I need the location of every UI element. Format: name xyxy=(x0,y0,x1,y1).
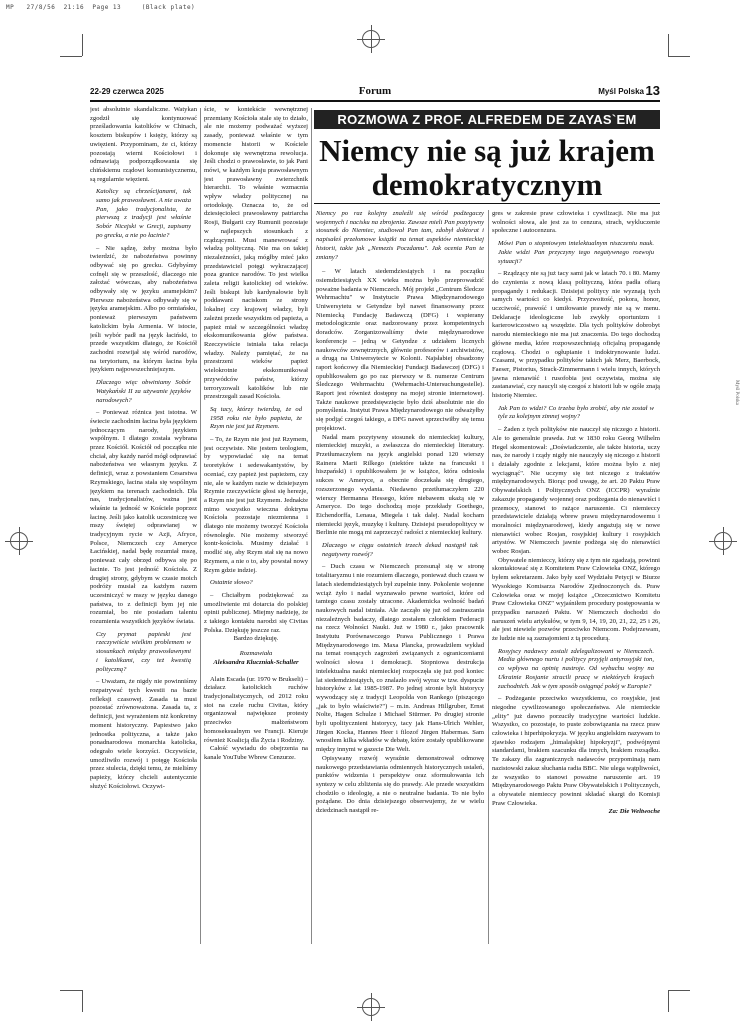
paragraph: – To, że Rzym nie jest już Rzymem, jest oczywiste. Nie jestem teologiem, by wypowiadać się na temat teoretyków i sedewakantystów, by oceniać, czy papież jest papieżem, czy nie, ale w każdym razie w dzisiejszym Rzymie rzeczywiście głosi się herezje, a Rzym nie jest już Rzymem. Jednakże mimo wszystko wieczna doktryna Kościoła pozostaje niezmienna i dlatego nie możemy tworzyć Kościoła równoległe. Nie możemy stworzyć kontr-kościoła. Musimy działać i modlić się, aby Rzym stał się na nowo Rzymem, a nie o to, aby powstał nowy Rzym gdzie indziej. xyxy=(204,436,308,574)
registration-mark-bottom xyxy=(362,998,380,1016)
crop-mark xyxy=(668,56,690,57)
print-slug: MP 27/8/56 21:16 Page 13 (Black plate) xyxy=(6,4,196,11)
paragraph: gres w zakresie praw człowieka i cywilizacji. Nie ma już wolności słowa, ale jest za to cenzura, strach, wykluczenie społeczne i autocenzura. xyxy=(492,210,660,235)
article-column-2 xyxy=(204,106,308,944)
column-divider xyxy=(311,108,312,944)
registration-mark-right xyxy=(714,532,732,550)
crop-mark xyxy=(60,990,82,991)
paragraph: – Żaden z tych polityków nie nauczył się niczego z historii. Ale to generalnie prawda. Już w 1830 roku Georg Wilhelm Hegel skomentował: „Doświadczenie, ale także historia, uczy nas, że narody i rządy nigdy nie nauczyły się niczego z historii i działały zgodnie z lekcjami, które można było z niej wyciągnąć". Nie uczymy się też niczego z traktatów międzynarodowych. Biorąc pod uwagę, że art. 20 Paktu Praw Obywatelskich i Politycznych ONZ (ICCPR) wyraźnie zakazuje propagandy wojennej oraz podżegania do nienawiści i przemocy, stanowi to rażące naruszenie. Ci niemieccy przedstawiciele działają wbrew prawu międzynarodowemu i moralności międzynarodowej, kiedy angażują się w nowe nienawiści wobec Rosjan, rosyjskiej kultury i rosyjskich artystów. W Niemczech jawnie podżega się do nienawiści wobec Rosjan. xyxy=(492,426,660,556)
interview-question: Rosyjscy nadawcy zostali zdelegalizowani w Niemczech. Media głównego nurtu i politycy przyjęli antyrosyjski ton, co wpływa na opinię nastroje. Od wybuchu wojny na Ukrainie Rosjanie stracili pracę w niektórych krajach zachodnich. Jak w tym sposób osiągnąć pokój w Europie? xyxy=(498,647,654,690)
closing-thanks: Bardzo dziękuję. xyxy=(233,635,279,643)
header-rule xyxy=(90,100,660,102)
page-number: 13 xyxy=(645,83,660,98)
column-divider xyxy=(488,210,489,944)
lead-question: Niemcy po raz kolejny znaleźli się wśród podżegaczy wojennych i nacisku na zbrojenia. Zawsze mieli Pan pozytywny stosunek do Niemiec, studiował Pan tam, zdobył doktorat i napisałeś przełomowe książki na temat aspektów niemieckiej historii, takie jak „Nemezis Poczdamu". Jak ocenia Pan te zmiany? xyxy=(316,210,484,261)
paragraph: jest absolutnie skandaliczne. Watykan zgodził się kontynuować prześladowania katolików w Chinach, kosztem biskupów i księży, którzy są uwięzieni. Przypominam, że ci, którzy pozostają wierni Kościołowi i odmawiają podporządkowania się chińskiemu rządowi komunistycznemu, są regularnie więzieni. xyxy=(90,106,197,183)
interview-question: Są tacy, którzy twierdzą, że od 1958 roku nie było papieża, że Rzym nie jest już Rzymem. xyxy=(210,405,302,431)
article-column-3 xyxy=(316,210,484,944)
interview-question: Mówi Pan o stopniowym intelektualnym niszczeniu nauk. Jakie widzi Pan przyczyny tego negatywnego rozwoju sytuacji? xyxy=(498,240,654,265)
paragraph: – Podżeganie przeciwko wszystkiemu, co rosyjskie, jest niegodne cywilizowanego społeczeństwa. Ale niemieckie „elity" już dawno porzuciły tradycyjne wartości ludzkie. Wszystko, co pozostaje, to puste zobowiązania na rzecz praw człowieka i hiperhipokryzja. W języku angielskim nazywam to zjawisko rodzajem „himalajskiej hipokryzji", podwójnymi standardami, brakiem szacunku dla innych, brakiem rozsądku. Te zakazy dla zagranicznych nadawców przypominają nam nazistowski zakaz słuchania radia BBC. Nie ulega wątpliwości, że wszystko to stanowi poważne naruszenie art. 19 Międzynarodowego Paktu Praw Obywatelskich i Politycznych, a obywatele niemieccy powinni składać skargi do Komisji Praw Człowieka. xyxy=(492,695,660,807)
page-header xyxy=(90,85,660,97)
author-bio: Alain Escada (ur. 1970 w Brukseli) – działacz katolickich ruchów tradycjonalistycznych, od 2012 roku stoi na czele ruchu Civitas, który organizował największe protesty przeciwko małżeństwom homoseksualnym we Francji. Kieruje również Koalicją dla Życia i Rodziny. xyxy=(204,675,308,744)
interview-question: Dlaczego więc obwiniamy Sobór Watykański II za używanie języków narodowych? xyxy=(96,379,191,404)
interview-question: Czy prymat papieski jest rzeczywiście wielkim problemem w stosunkach między prawosławnymi i katolikami, czy też kwestią polityczną? xyxy=(96,630,191,673)
paragraph: – Uważam, że nigdy nie powinniśmy rozpatrywać tych kwestii na bazie refleksji czasowej. Zasada ta musi pozostać zrównoważona. Zasada ta, z definicji, jest wyrażeniem niż konkretny moment historyczny. Papiestwo jako jednostka polityczna, a także jako ponadnarodowa monarchia katolicka, odegrało wiele korzyści. Oczywiście, umożliwiło rozwój i potęgę Kościoła przez stulecia, dzięki temu, że mieliśmy papieży, którzy chcieli autentycznie służyć Kościołowi. Oczywi- xyxy=(90,678,197,790)
interview-question: Jak Pan to widzi? Co trzeba było zrobić, aby nie został w tyle za kolejnym zimnej wojny? xyxy=(498,404,654,421)
paragraph: Nadal mam pozytywny stosunek do niemieckiej kultury, niemieckiej muzyki, a zwłaszcza do niemieckiej literatury. Przetłumaczyłem na język angielski ponad 120 wierszy Rainera Marii Rilkego (niektóre także na francuski i hiszpański) i opublikowałem je w książce, która odniosła sukces w Ameryce, a obecnie doczekała się drugiego, rozszerzonego wydania. Niedawno przetłumaczyłem 220 wierszy Hermanna Hessego, które niebawem ukażą się w Ameryce. Do tego dochodzą moje przekłady Goethego, Eichendorffa, Lenaua, Miegela i tak dalej. Nadal kocham niemiecki język, muzykę i kulturę. Dzisiejsi pseudopolitycy w Berlinie nie mogą mi zaprzeczyć radości z niemieckiej kultury. xyxy=(316,433,484,537)
paragraph: – Ponieważ różnica jest istotna. W świecie zachodnim łacina była językiem jednoczącym narody, językiem wspólnym. I dlatego została wybrana przez Kościół. Kościół od początku nie chciał, aby każdy naród mógł odprawiać nabożeństwa we własnym języku. Z definicji, wraz z powstaniem Cesarstwa Rzymskiego, łacina stała się wspólnym językiem na terenach zachodnich. Dla nas, tradycjonalistów, ważna jest właśnie ta jedność w Kościele poprzez łacinę. Jeśli jako katolik uczestniczę we mszy świętej odprawianej w tradycyjnym rycie w Azji, Afryce, Polsce, Niemczech czy Ameryce Łacińskiej, nadal będę rozumiał mszę, ponieważ cały obrzęd odbywa się po łacinie. To jest jedność Kościoła. Z drugiej strony, gdybym w czasie moich podróży musiał za każdym razem uczestniczyć w mszy w języku danego państwa, to z definicji bym jej nie rozumiał, bo nie posiadam talentu rozumienia wszystkich języków świata. xyxy=(90,409,197,626)
video-note: Całość wywiadu do obejrzenia na kanale YouTube Wbrew Cenzurze. xyxy=(204,745,308,761)
paragraph: – Rządzący nie są już tacy sami jak w latach 70. i 80. Mamy do czynienia z nową klasą polityczną, która padła ofiarą propagandy i redukacji. Dzisiejsi politycy nie wyznają tych samych wartości co kiedyś. Przyzwoitość, pokora, honor, uczciwość, prawość i umiłowanie prawdy nie są w menu. Deklaracje ideologiczne lub zwykły oportunizm i karierowiczostwo są wszędzie. Dla tych polityków dobrobyt narodu niemieckiego nie ma już znaczenia. Do tego dochodzą główne media, które rozpowszechniają oficjalną propagandę rządową. Chodzi o ogłupianie i indoktrynowanie ludzi. Czasami, w przypadku polityków takich jak Merz, Baerbock, Faeser, Pistorius, Strack-Zimmermann i wielu innych, których jawna nienawiść i rusofobia jest oczywista, można się zastanawiać, czy naucyli się czegoś z historii lub w ogóle znają historię Niemiec. xyxy=(492,270,660,400)
interview-question: Katolicy są chrześcijanami, tak samo jak prawosławni. A nie uważa Pan, jako tradycjonalista, że pierwszą z tradycji jest właśnie Sobór Nicejski w Grecji, zapisany po grecku, a nie po łacinie? xyxy=(96,188,191,239)
interview-question: Dlaczego w ciągu ostatnich trzech dekad nastąpił tak negatywny rozwój? xyxy=(322,542,478,558)
crop-mark xyxy=(668,990,669,1012)
publication-name: Myśl Polska xyxy=(598,87,644,96)
section-title: Forum xyxy=(358,85,392,97)
registration-mark-top xyxy=(362,30,380,48)
paragraph: – Nie sądzę, żeby można było twierdzić, że nabożeństwa powinny odbywać się po grecku. Gdybyśmy cofnęli się w przeszłość, dlaczego nie założać wówczas, aby nabożeństwa odbywały się w języku aramejskim? Pierwsze nabożeństwa odbywały się w języku aramejskim. Albo po ormiańsku, ponieważ pierwszym państwem katolickim była Armenia. W istocie, jeśli wybór padł na język łaciński, to przede wszystkim dlatego, że Kościół zachodni rozwijał się wśród narodów, na terytorium, na którym łacina była językiem najpowszechniejszym. xyxy=(90,244,197,374)
crop-mark xyxy=(668,34,669,56)
interviewer-credit: Rozmawiała xyxy=(239,650,273,658)
crop-mark xyxy=(60,56,82,57)
crop-mark xyxy=(82,990,83,1012)
paragraph: Opisywany rozwój wyraźnie demonstrował odmowę naukowego przedstawiania odmiennych historycznych ustaleń, punktów widzenia i perspektyw oraz sformułowania ich syntezy w celu zbliżenia się do prawdy. Ale przede wszystkim chodziło o ideologię, a nie o neutralne badania. To nie było pożądane. Do dnia dzisiejszego obserwujemy, że w wielu dziedzinach nastąpił re- xyxy=(316,754,484,815)
crop-mark xyxy=(668,990,690,991)
registration-mark-left xyxy=(10,532,28,550)
interview-question: Ostatnie słowo? xyxy=(210,579,253,587)
paragraph: – Duch czasu w Niemczech przesunął się w stronę totalitaryzmu i nie rozumiem dlaczego, ponieważ duch czasu w latach siedemdziesiątych był zupełnie inny. Pokolenie wojenne wciąż żyło i nadal wyznawało pewne wartości, które od tamtego czasu zostały utracone. Akademicka wolność badań naukowych nadal istniała. Ale zacząło się już od zastraszania niezależnych badaczy, dlatego zostałem członkiem Federacji na rzecz Wolności Nauki. Już w 1980 r., jako pracownik Instytutu Porównawczego Prawa Publicznego i Prawa Międzynarodowego im. Maxa Plancka, prowadziłem wykład na temat rosnących zagrożeń związanych z ograniczeniami wolności słowa i demokracji. Stopniowa destrukcja intelektualna nauki niemieckiej rozpoczęła się już pod koniec lat siedemdziesiątych, co znalazło swój wyraz w tzw. dyspucie historyków z lat 1985-1987. Po jednej stronie byli historycy wywodzący się z tradycji Leopolda von Rankego (piszącego „jak to było właściwie?") – m.in. Andreas Hillgruber, Ernst Nolte, Hagen Schulze i Michael Stürmer. Po drugiej stronie byli upolitycznieni historycy, tacy jak Hans-Ulrich Wehler, Jürgen Kocka, Hannes Heer i filozof Jürgen Habermas. Sam wnosiłem kilka wkładów w debatę, które zostały opublikowane między innymi w gazecie Die Welt. xyxy=(316,563,484,754)
paragraph: Obywatele niemieccy, którzy się z tym nie zgadzają, powinni skontaktować się z Komitetem Praw Człowieka ONZ, którego byłem sekretarzem. Jako były szef Wydziału Petycji w Biurze Wysokiego Komisarza Narodów Zjednoczonych ds. Praw Człowieka oraz w mojej książce „Orzecznictwo Komitetu Praw Człowieka ONZ" wyjaśniłem procedury postępowania w przypadku naruszeń Paktu. W Niemczech dochodzi do naruszeń wielu artykułów, w tym 9, 14, 19, 20, 21, 22, 25 i 26, ale jest niewiele pozwów przeciwko Niemcom. Podejrzewam, że ludzie nie są zaznajomieni z tą procedurą. xyxy=(492,556,660,643)
side-tab-label: Myśl Polska xyxy=(734,380,739,405)
crop-mark xyxy=(82,34,83,56)
article-column-4 xyxy=(492,210,660,944)
article-headline: Niemcy nie są już krajem demokratycznym xyxy=(319,133,655,202)
paragraph: – W latach siedemdziesiątych i na początku osiemdziesiątych XX wieku można było przeprowadzić poważne badania w Niemczech. Mój projekt „Centrum Śledcze Wehrmachtu" w Instytucie Prawa Międzynarodowego Uniwersytetu w Getyndze był nawet finansowany przez Niemiecką Fundację Badawczą (DFG) i wspierany metodologicznie oraz nadzorowany przez kompetentnych doradców. Zorganizowaliśmy dwie międzynarodowe konferencje – jedną w Getyndze z udziałem licznych naukowców zewnętrznych, głównie profesorów i archiwistów, a drugą na Uniwersytecie w Kolonii. Najsłabiej obsadzony raport końcowy dla Niemieckiej Fundacji Badawczej (DFG) i opublikowałem go po raz pierwszy w 8. numerze Centrum Śledczego Wehrmachtu (Wehrmacht-Untersuchungsstelle). Raport jest również dostępny na mojej stronie internetowej. Także naukowe przedsięwzięcie było dziś absolutnie nie do pomyślenia. Instytut Prawa Międzynarodowego nie odważyłby się podjąć czegoś takiego, a DFG nawet sprzeciwiłby się temu projektowi. xyxy=(316,268,484,432)
paragraph: – Chciałbym podziękować za umożliwienie mi dotarcia do polskiej opinii publicznej. Miejmy nadzieję, że z takiego kontaktu narodzi się Civitas Polska. Dziękuję jeszcze raz. xyxy=(204,591,308,634)
source-credit: Za: Die Weltwoche xyxy=(608,808,660,816)
interviewer-name: Aleksandra Kluczniak-Schaller xyxy=(213,658,299,666)
paragraph: ście, w kontekście wewnętrznej przemiany Kościoła stale się to działo, ale nie możemy podważać wyższej zasady, ponieważ właśnie w tym momencie historii w Kościele dokonuje się wewnętrzna rewolucja. Jeśli chodzi o prawosławie, to jak Pani mówi, w każdym kraju prawosławnym jest prawosławny zwierzchnik hierarchii. To właśnie wzmacnia wpływ władzy politycznej na ortodoksję. Oznacza to, że od dziesięcioleci prawosławny patriarcha Rosji, Bułgarii czy Rumunii pozostaje w najlepszych stosunkach z rządzącymi. Musi manewrować z władzą polityczną. Nie ma on takiej niezależności, jaką mógłby mieć jako przedstawiciel potęgi wykraczającej poza granice narodów. To jest wielka zaleta religii katolickiej od wieków. Jeśli biskupi lub kardynałowie byli poddawani naciskom ze strony lokalnej czy krajowej władzy, byli zależni przede wszystkim od papieża, a papież miał w szczególności władzę ekskomunikowania głów państwa. Rzeczywiście istniała taka relacja władzy. Należy pamiętać, że na przestrzeni wieków papież wielokrotnie ekskomunikował przywódców państw, którzy terroryzowali katolików lub nie przestrzegali zasad Kościoła. xyxy=(204,106,308,401)
column-divider xyxy=(200,108,201,944)
issue-date: 22-29 czerwca 2025 xyxy=(90,87,164,96)
article-kicker: ROZMOWA Z PROF. ALFREDEM DE ZAYAS`EM xyxy=(314,110,660,129)
article-column-1 xyxy=(90,106,197,944)
